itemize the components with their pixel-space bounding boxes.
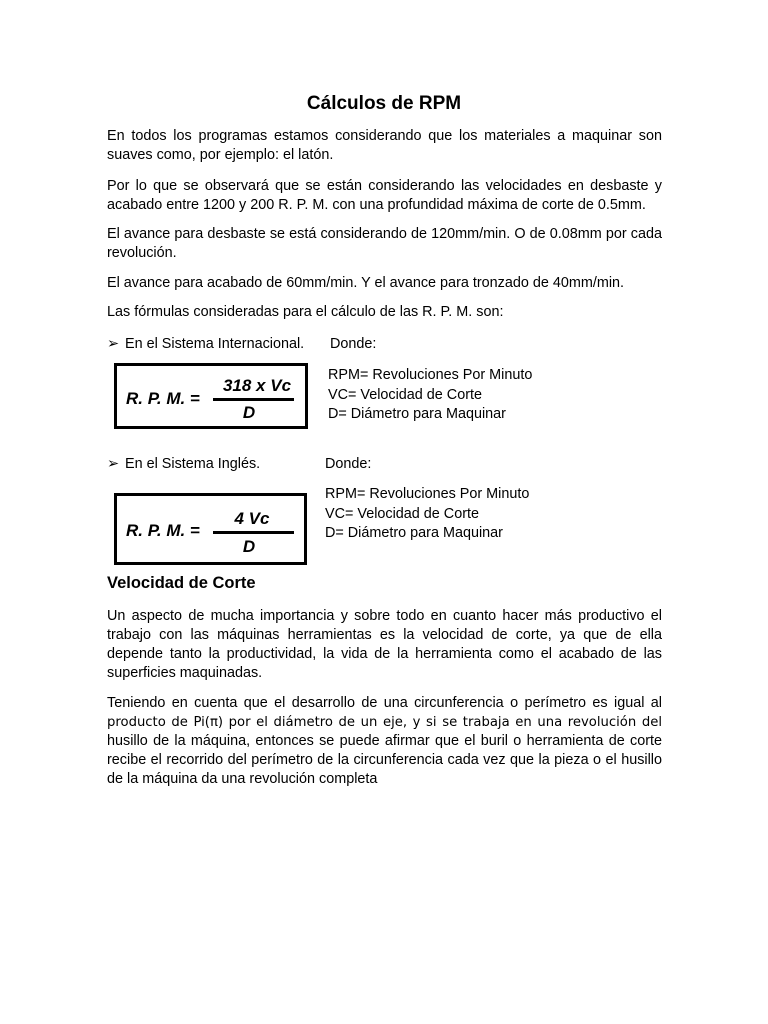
formula-denominator: D (242, 537, 256, 556)
definition-vc: VC= Velocidad de Corte (328, 386, 482, 403)
arrow-bullet-icon: ➢ (107, 336, 120, 352)
definition-vc: VC= Velocidad de Corte (325, 505, 479, 522)
section-heading: Velocidad de Corte (107, 574, 256, 592)
perimeter-paragraph (107, 694, 662, 789)
english-system-label: En el Sistema Inglés. (125, 456, 261, 472)
fraction-bar (213, 398, 294, 401)
speeds-paragraph: Por lo que se observará que se están considerando las velocidades en desbaste y acabado entre 1200 y 200 R. P. M. con una profundidad máxima de corte de 0.5mm. (107, 178, 662, 213)
formula-box-international (114, 363, 308, 429)
roughing-feed-paragraph: El avance para desbaste se está considerando de 120mm/min. O de 0.08mm por cada revolución. (107, 226, 662, 261)
formula-numerator: 4 Vc (234, 509, 270, 528)
donde-label-international: Donde: (330, 336, 377, 352)
definitions-international (328, 366, 532, 425)
arrow-bullet-icon: ➢ (107, 456, 120, 472)
perimeter-paragraph-start: Teniendo en cuenta que el desarrollo de una circunferencia o perímetro es igual al (107, 695, 662, 711)
formula-lhs: R. P. M. = (126, 389, 200, 408)
definition-d: D= Diámetro para Maquinar (328, 406, 506, 422)
definition-rpm: RPM= Revoluciones Por Minuto (328, 367, 533, 383)
formula-box-english (114, 493, 307, 565)
finishing-feed-paragraph: El avance para acabado de 60mm/min. Y el avance para tronzado de 40mm/min. (107, 275, 625, 291)
bullet-international-system (107, 335, 304, 354)
fraction-bar (213, 531, 294, 534)
page-title: Cálculos de RPM (306, 93, 462, 114)
formula-numerator: 318 x Vc (222, 376, 292, 395)
international-system-label: En el Sistema Internacional. (125, 336, 305, 352)
definitions-english (325, 485, 529, 544)
cutting-speed-paragraph: Un aspecto de mucha importancia y sobre todo en cuanto hacer más productivo el trabajo con las máquinas herramientas es la velocidad de corte, ya que de ella depende tanto la productividad, la vida de la herramienta como el acabado de las superficies maquinadas. (107, 608, 662, 681)
donde-label-english: Donde: (325, 456, 372, 472)
perimeter-paragraph-end: husillo de la máquina, entonces se puede afirmar que el buril o herramienta de corte recibe el recorrido del perímetro de la circunferencia cada vez que la pieza o el husillo de la máquina da una revolución completa (107, 733, 662, 787)
bullet-english-system (107, 455, 260, 474)
formulas-intro-paragraph: Las fórmulas consideradas para el cálculo de las R. P. M. son: (107, 304, 504, 320)
formula-denominator: D (242, 403, 256, 422)
definition-rpm: RPM= Revoluciones Por Minuto (325, 486, 530, 502)
intro-paragraph: En todos los programas estamos considerando que los materiales a maquinar son suaves como, por ejemplo: el latón. (107, 128, 662, 163)
definition-d: D= Diámetro para Maquinar (325, 525, 503, 541)
formula-lhs: R. P. M. = (126, 521, 200, 540)
perimeter-paragraph-pi: producto de Pi(π) por el diámetro de un eje, y si se trabaja en una revolución del (107, 715, 662, 730)
